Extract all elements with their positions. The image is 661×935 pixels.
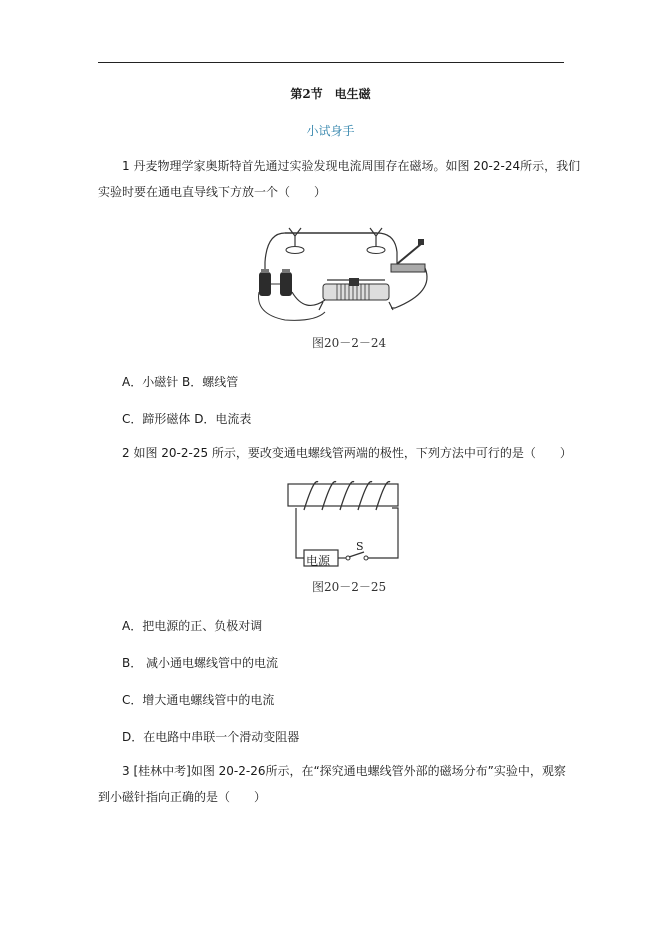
header-rule [98, 62, 564, 63]
section-subtitle: 小试身手 [306, 124, 355, 138]
q2-text-line1: 2 如图 20-2-25 所示，要改变通电螺线管两端的极性，下列方法中可行的是（ ） [122, 446, 572, 460]
q1-text-line1: 1 丹麦物理学家奥斯特首先通过实验发现电流周围存在磁场。如图 20-2-24所示，我们 [122, 159, 581, 173]
q3-text-line2: 到小磁针指向正确的是（ ） [98, 790, 267, 804]
q2-option-a: A．把电源的正、负极对调 [122, 619, 263, 633]
q2-option-b: B． 减小通电螺线管中的电流 [122, 656, 279, 670]
figure-20-2-25 [282, 476, 402, 574]
q3-text-line1: 3 [桂林中考]如图 20-2-26所示，在“探究通电螺线管外部的磁场分布”实验中，观察 [122, 764, 566, 778]
q1-text-line2: 实验时要在通电直导线下方放一个（ ） [98, 185, 327, 199]
q1-options-row2: C．蹄形磁体 D．电流表 [122, 412, 252, 426]
q2-option-c: C．增大通电螺线管中的电流 [122, 693, 275, 707]
switch-label: S [356, 540, 364, 553]
figure-20-2-24 [245, 222, 435, 332]
figure-caption-q1: 图20－2－24 [312, 336, 387, 350]
figure-caption-q2: 图20－2－25 [312, 580, 387, 594]
q1-options-row1: A．小磁针 B．螺线管 [122, 375, 239, 389]
power-supply-label: 电源 [306, 554, 331, 568]
section-title: 第2节 电生磁 [290, 87, 371, 101]
q2-option-d: D．在电路中串联一个滑动变阻器 [122, 730, 300, 744]
